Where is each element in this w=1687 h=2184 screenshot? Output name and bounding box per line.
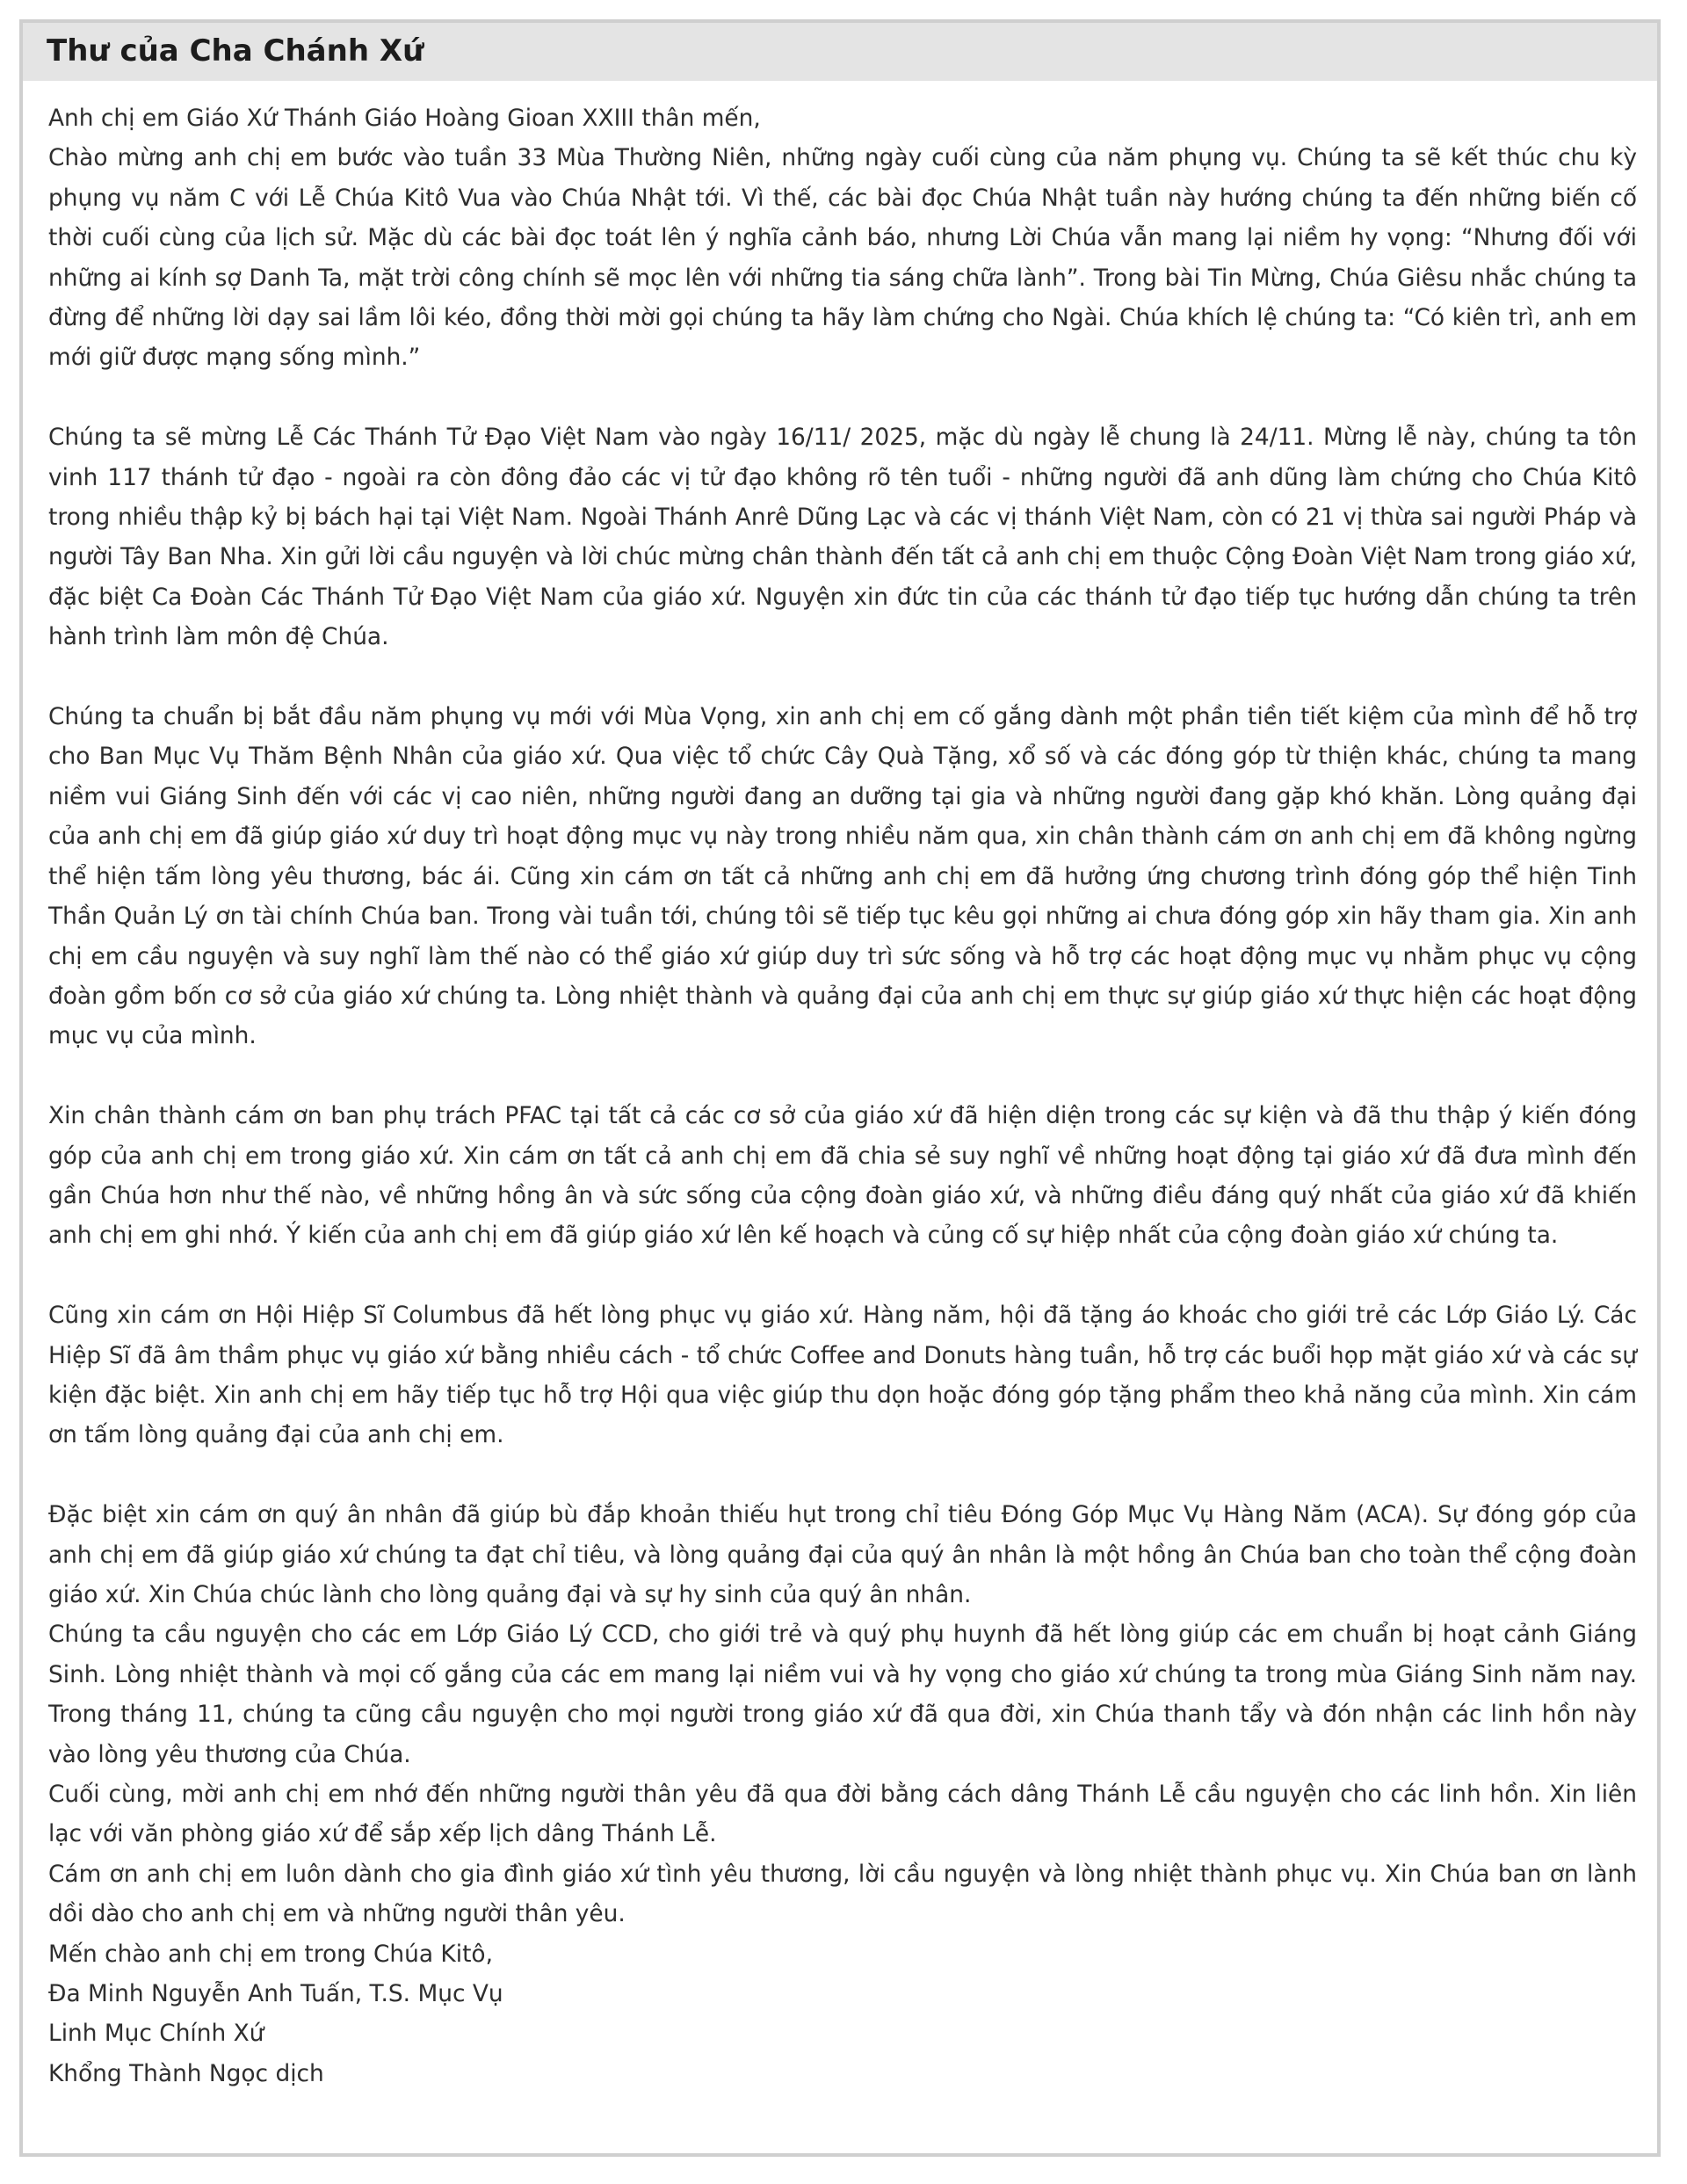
paragraph-ccd: Chúng ta cầu nguyện cho các em Lớp Giáo Lý CCD, cho giới trẻ và quý phụ huynh đã hết lòng giúp các em chuẩn bị hoạt cảnh Giáng Sinh. Lòng nhiệt thành và mọi cố gắng của các em mang lại niềm vui và hy vọng cho giáo xứ chúng ta trong mùa Giáng Sinh năm nay. Trong tháng 11, chúng ta cũng cầu nguyện cho mọi người trong giáo xứ đã qua đời, xin Chúa thanh tẩy và đón nhận các linh hồn này vào lòng yêu thương của Chúa. xyxy=(48,1621,1637,1768)
paragraph-thanks: Cám ơn anh chị em luôn dành cho gia đình giáo xứ tình yêu thương, lời cầu nguyện và lòng nhiệt thành phục vụ. Xin Chúa ban ơn lành dồi dào cho anh chị em và những người thân yêu. xyxy=(48,1860,1637,1928)
paragraph-masses: Cuối cùng, mời anh chị em nhớ đến những người thân yêu đã qua đời bằng cách dâng Thánh Lễ cầu nguyện cho các linh hồn. Xin liên lạc với văn phòng giáo xứ để sắp xếp lịch dâng Thánh Lễ. xyxy=(48,1780,1637,1848)
paragraph-intro: Chào mừng anh chị em bước vào tuần 33 Mùa Thường Niên, những ngày cuối cùng của năm phụng vụ. Chúng ta sẽ kết thúc chu kỳ phụng vụ năm C với Lễ Chúa Kitô Vua vào Chúa Nhật tới. Vì thế, các bài đọc Chúa Nhật tuần này hướng chúng ta đến những biến cố thời cuối cùng của lịch sử. Mặc dù các bài đọc toát lên ý nghĩa cảnh báo, nhưng Lời Chúa vẫn mang lại niềm hy vọng: “Nhưng đối với những ai kính sợ Danh Ta, mặt trời công chính sẽ mọc lên với những tia sáng chữa lành”. Trong bài Tin Mừng, Chúa Giêsu nhắc chúng ta đừng để những lời dạy sai lầm lôi kéo, đồng thời mời gọi chúng ta hãy làm chứng cho Ngài. Chúa khích lệ chúng ta: “Có kiên trì, anh em mới giữ được mạng sống mình.” xyxy=(48,144,1637,372)
paragraph-pfac: Xin chân thành cám ơn ban phụ trách PFAC tại tất cả các cơ sở của giáo xứ đã hiện diện trong các sự kiện và đã thu thập ý kiến đóng góp của anh chị em trong giáo xứ. Xin cám ơn tất cả anh chị em đã chia sẻ suy nghĩ về những hoạt động tại giáo xứ đã đưa mình đến gần Chúa hơn như thế nào, về những hồng ân và sức sống của cộng đoàn giáo xứ, và những điều đáng quý nhất của giáo xứ đã khiến anh chị em ghi nhớ. Ý kiến của anh chị em đã giúp giáo xứ lên kế hoạch và củng cố sự hiệp nhất của cộng đoàn giáo xứ chúng ta. xyxy=(48,1102,1637,1250)
letter-frame xyxy=(19,19,1661,2157)
title-bar xyxy=(23,23,1657,81)
signature-block xyxy=(48,1934,1637,2094)
letter-body xyxy=(48,98,1637,2093)
paragraph-martyrs: Chúng ta sẽ mừng Lễ Các Thánh Tử Đạo Việt Nam vào ngày 16/11/ 2025, mặc dù ngày lễ chung là 24/11. Mừng lễ này, chúng ta tôn vinh 117 thánh tử đạo - ngoài ra còn đông đảo các vị tử đạo không rõ tên tuổi - những người đã anh dũng làm chứng cho Chúa Kitô trong nhiều thập kỷ bị bách hại tại Việt Nam. Ngoài Thánh Anrê Dũng Lạc và các vị thánh Việt Nam, còn có 21 vị thừa sai người Pháp và người Tây Ban Nha. Xin gửi lời cầu nguyện và lời chúc mừng chân thành đến tất cả anh chị em thuộc Cộng Đoàn Việt Nam trong giáo xứ, đặc biệt Ca Đoàn Các Thánh Tử Đạo Việt Nam của giáo xứ. Nguyện xin đức tin của các thánh tử đạo tiếp tục hướng dẫn chúng ta trên hành trình làm môn đệ Chúa. xyxy=(48,424,1637,651)
closing-salutation: Mến chào anh chị em trong Chúa Kitô, xyxy=(48,1940,493,1968)
greeting: Anh chị em Giáo Xứ Thánh Giáo Hoàng Gioan XXIII thân mến, xyxy=(48,105,761,132)
paragraph-knights: Cũng xin cám ơn Hội Hiệp Sĩ Columbus đã hết lòng phục vụ giáo xứ. Hàng năm, hội đã tặng áo khoác cho giới trẻ các Lớp Giáo Lý. Các Hiệp Sĩ đã âm thầm phục vụ giáo xứ bằng nhiều cách - tổ chức Coffee and Donuts hàng tuần, hỗ trợ các buổi họp mặt giáo xứ và các sự kiện đặc biệt. Xin anh chị em hãy tiếp tục hỗ trợ Hội qua việc giúp thu dọn hoặc đóng góp tặng phẩm theo khả năng của mình. Xin cám ơn tấm lòng quảng đại của anh chị em. xyxy=(48,1302,1637,1449)
paragraph-aca: Đặc biệt xin cám ơn quý ân nhân đã giúp bù đắp khoản thiếu hụt trong chỉ tiêu Đóng Góp Mục Vụ Hàng Năm (ACA). Sự đóng góp của anh chị em đã giúp giáo xứ chúng ta đạt chỉ tiêu, và lòng quảng đại của quý ân nhân là một hồng ân Chúa ban cho toàn thể cộng đoàn giáo xứ. Xin Chúa chúc lành cho lòng quảng đại và sự hy sinh của quý ân nhân. xyxy=(48,1501,1637,1608)
signer-role: Linh Mục Chính Xứ xyxy=(48,2020,264,2048)
translator-credit: Khổng Thành Ngọc dịch xyxy=(48,2059,324,2087)
page-title: Thư của Cha Chánh Xứ xyxy=(47,33,424,69)
signer-name: Đa Minh Nguyễn Anh Tuấn, T.S. Mục Vụ xyxy=(48,1980,503,2008)
paragraph-advent: Chúng ta chuẩn bị bắt đầu năm phụng vụ mới với Mùa Vọng, xin anh chị em cố gắng dành một phần tiền tiết kiệm của mình để hỗ trợ cho Ban Mục Vụ Thăm Bệnh Nhân của giáo xứ. Qua việc tổ chức Cây Quà Tặng, xổ số và các đóng góp từ thiện khác, chúng ta mang niềm vui Giáng Sinh đến với các vị cao niên, những người đang an dưỡng tại gia và những người đang gặp khó khăn. Lòng quảng đại của anh chị em đã giúp giáo xứ duy trì hoạt động mục vụ này trong nhiều năm qua, xin chân thành cám ơn anh chị em đã không ngừng thể hiện tấm lòng yêu thương, bác ái. Cũng xin cám ơn tất cả những anh chị em đã hưởng ứng chương trình đóng góp thể hiện Tinh Thần Quản Lý ơn tài chính Chúa ban. Trong vài tuần tới, chúng tôi sẽ tiếp tục kêu gọi những ai chưa đóng góp xin hãy tham gia. Xin anh chị em cầu nguyện và suy nghĩ làm thế nào có thể giáo xứ giúp duy trì sức sống và hỗ trợ các hoạt động mục vụ nhằm phục vụ cộng đoàn gồm bốn cơ sở của giáo xứ chúng ta. Lòng nhiệt thành và quảng đại của anh chị em thực sự giúp giáo xứ thực hiện các hoạt động mục vụ của mình. xyxy=(48,703,1637,1050)
